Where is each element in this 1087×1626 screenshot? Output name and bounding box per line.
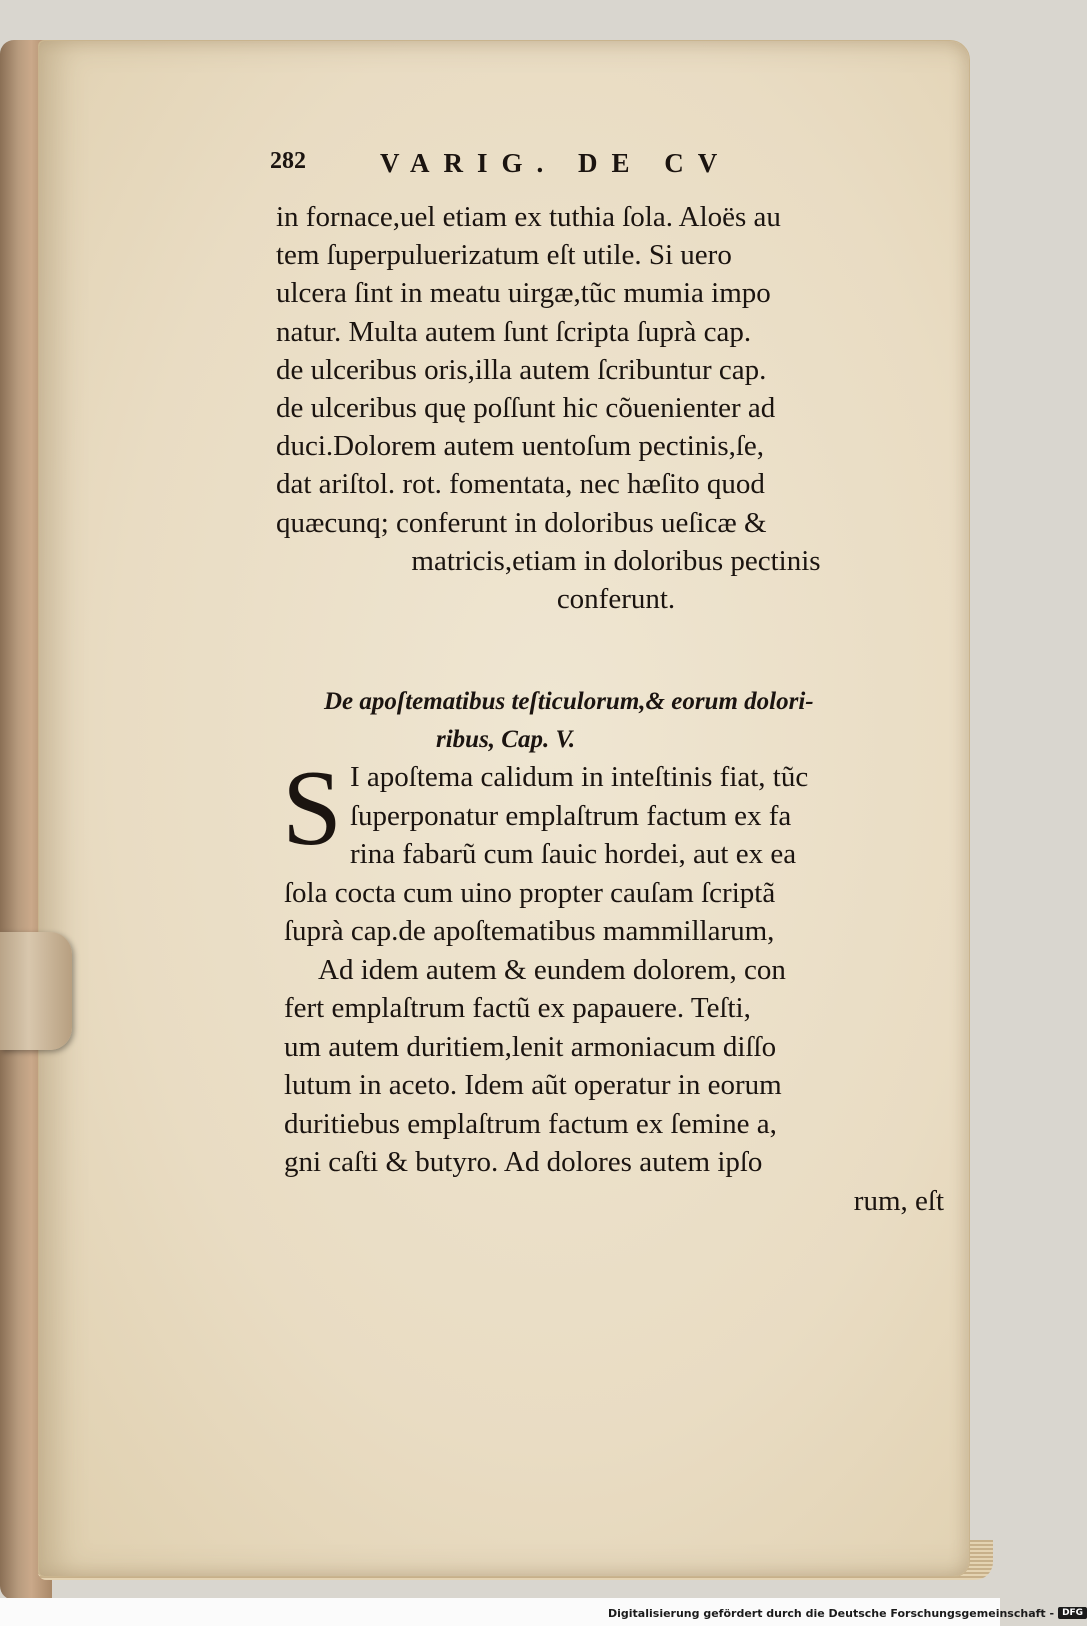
chapter-heading-line: De apoſtematibus teſticulorum,& eorum dolori- (324, 688, 814, 715)
text-line: duci.Dolorem autem uentoſum pectinis,ſe, (276, 430, 765, 463)
chapter-heading-line: ribus, Cap. V. (436, 726, 576, 753)
dfg-logo: DFG (1058, 1607, 1087, 1619)
text-line: lutum in aceto. Idem aũt operatur in eorum (284, 1069, 782, 1101)
text-line: de ulceribus quę poſſunt hic cõuenienter ad (276, 392, 776, 425)
text-line: ſuperponatur emplaſtrum factum ex fa (350, 799, 792, 832)
running-title: VARIG. DE CV (380, 148, 732, 178)
text-line: duritiebus emplaſtrum factum ex ſemine a, (284, 1107, 777, 1140)
text-line: fert emplaſtrum factũ ex papauere. Teſti, (284, 992, 751, 1024)
chapter-heading (276, 683, 916, 759)
body-text-top (276, 198, 956, 618)
drop-cap: S (282, 749, 343, 868)
text-line: tem ſuperpuluerizatum eſt utile. Si uero (276, 239, 732, 272)
text-line: conferunt. (556, 583, 676, 616)
digitization-credit (608, 1604, 1087, 1622)
text-line: natur. Multa autem ſunt ſcripta ſuprà cap. (276, 315, 752, 348)
text-line: ulcera ſint in meatu uirgæ,tũc mumia impo (276, 277, 771, 310)
text-line: matricis,etiam in doloribus pectinis (411, 544, 821, 577)
text-line: in fornace,uel etiam ex tuthia ſola. Aloës au (276, 201, 781, 233)
text-line: quæcunq; conferunt in doloribus ueſicæ & (276, 506, 767, 539)
body-text-bottom (284, 758, 944, 1220)
text-line: de ulceribus oris,illa autem ſcribuntur cap. (276, 353, 767, 386)
text-line: ſola cocta cum uino propter cauſam ſcriptã (284, 876, 776, 909)
text-line: rina fabarũ cum ſauic hordei, aut ex ea (350, 838, 797, 870)
book-clasp (0, 932, 72, 1050)
text-line: I apoſtema calidum in inteſtinis fiat, tũc (350, 761, 809, 793)
text-line: ſuprà cap.de apoſtematibus mammillarum, (284, 915, 775, 947)
page-number: 282 (270, 148, 306, 174)
text-line: um autem duritiem,lenit armoniacum diſſo (284, 1030, 777, 1063)
text-line: dat ariſtol. rot. fomentata, nec hæſito quod (276, 468, 765, 501)
credit-text: Digitalisierung gefördert durch die Deutsche Forschungsgemeinschaft - (608, 1606, 1055, 1620)
text-line: Ad idem autem & eundem dolorem, con (318, 953, 786, 986)
running-head (270, 148, 910, 184)
text-line: gni caſti & butyro. Ad dolores autem ipſo (284, 1146, 763, 1178)
text-line: rum, eſt (853, 1184, 944, 1217)
